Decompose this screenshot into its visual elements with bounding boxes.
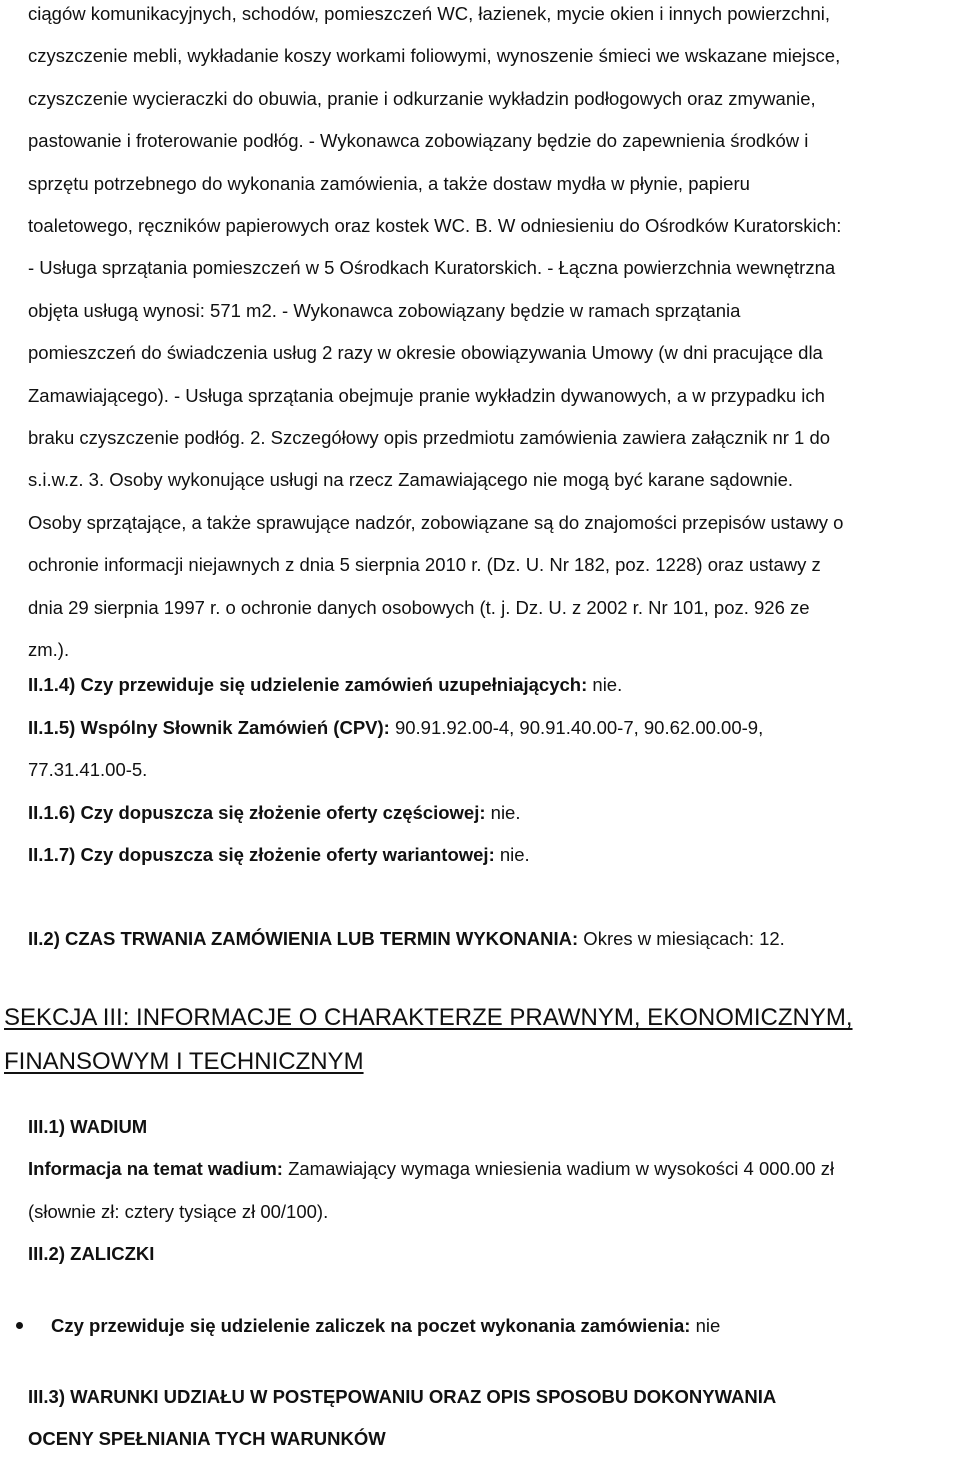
text-line: toaletowego, ręczników papierowych oraz kostek WC. B. W odniesieniu do Ośrodków Kuratorskich:	[28, 215, 842, 237]
text-line: - Usługa sprzątania pomieszczeń w 5 Ośrodkach Kuratorskich. - Łączna powierzchnia wewnętrzna	[28, 257, 836, 279]
text-line: braku czyszczenie podłóg. 2. Szczegółowy opis przedmiotu zamówienia zawiera załącznik nr 1 do	[28, 427, 831, 449]
heading-text: III.1) WADIUM	[28, 1116, 148, 1137]
wadium-info	[28, 1148, 948, 1190]
zaliczki-value: nie	[690, 1315, 721, 1336]
item-label: II.2) CZAS TRWANIA ZAMÓWIENIA LUB TERMIN WYKONANIA:	[28, 928, 579, 949]
text-line: objęta usługą wynosi: 571 m2. - Wykonawca zobowiązany będzie w ramach sprzątania	[28, 299, 741, 321]
item-value: 90.91.92.00-4, 90.91.40.00-7, 90.62.00.00-9,	[389, 717, 764, 738]
paragraph-description	[28, 0, 960, 672]
text-line: ciągów komunikacyjnych, schodów, pomieszczeń WC, łazienek, mycie okien i innych powierzchni,	[28, 3, 831, 24]
heading-iii-3-continued	[28, 1418, 948, 1460]
item-ii-1-7	[28, 834, 948, 876]
item-label: II.1.7) Czy dopuszcza się złożenie oferty wariantowej:	[28, 844, 495, 865]
item-ii-1-6	[28, 792, 948, 834]
heading-iii-1	[28, 1106, 948, 1148]
text-line: s.i.w.z. 3. Osoby wykonujące usługi na rzecz Zamawiającego nie mogą być karane sądownie.	[28, 469, 794, 491]
text-line: Zamawiającego). - Usługa sprzątania obejmuje pranie wykładzin dywanowych, a w przypadku ich	[28, 384, 825, 406]
heading-text: III.2) ZALICZKI	[28, 1243, 155, 1264]
item-value: 77.31.41.00-5.	[28, 759, 148, 780]
heading-iii-2	[28, 1233, 948, 1275]
heading-text: OCENY SPEŁNIANIA TYCH WARUNKÓW	[28, 1428, 386, 1449]
text-line: czyszczenie wycieraczki do obuwia, pranie i odkurzanie wykładzin podłogowych oraz zmywanie,	[28, 87, 816, 109]
item-value: nie.	[587, 674, 623, 695]
heading-text: III.3) WARUNKI UDZIAŁU W POSTĘPOWANIU ORAZ OPIS SPOSOBU DOKONYWANIA	[28, 1386, 777, 1407]
text-line: czyszczenie mebli, wykładanie koszy workami foliowymi, wynoszenie śmieci we wskazane miejsce,	[28, 45, 841, 67]
item-ii-2	[28, 918, 948, 960]
bullet-zaliczki	[10, 1311, 950, 1341]
item-value: Okres w miesiącach: 12.	[578, 928, 785, 949]
wadium-info-continued	[28, 1191, 948, 1233]
text-line: pomieszczeń do świadczenia usług 2 razy w okresie obowiązywania Umowy (w dni pracujące dla	[28, 342, 823, 364]
item-value: nie.	[485, 802, 521, 823]
text-line: dnia 29 sierpnia 1997 r. o ochronie danych osobowych (t. j. Dz. U. z 2002 r. Nr 101, poz. 926 ze	[28, 596, 810, 618]
zaliczki-label: Czy przewiduje się udzielenie zaliczek na poczet wykonania zamówienia:	[51, 1315, 691, 1336]
text-line: pastowanie i froterowanie podłóg. - Wykonawca zobowiązany będzie do zapewnienia środków i	[28, 130, 809, 152]
section-title	[4, 996, 954, 1084]
item-ii-1-4	[28, 664, 948, 706]
wadium-label: Informacja na temat wadium:	[28, 1158, 283, 1179]
wadium-value: (słownie zł: cztery tysiące zł 00/100).	[28, 1201, 329, 1222]
wadium-value: Zamawiający wymaga wniesienia wadium w wysokości 4 000.00 zł	[282, 1158, 835, 1179]
item-ii-1-5	[28, 707, 948, 749]
item-value: nie.	[494, 844, 530, 865]
text-line: sprzętu potrzebnego do wykonania zamówienia, a także dostaw mydła w płynie, papieru	[28, 172, 750, 194]
item-label: II.1.5) Wspólny Słownik Zamówień (CPV):	[28, 717, 390, 738]
item-label: II.1.6) Czy dopuszcza się złożenie oferty częściowej:	[28, 802, 486, 823]
item-label: II.1.4) Czy przewiduje się udzielenie zamówień uzupełniających:	[28, 674, 588, 695]
bullet-icon	[16, 1322, 23, 1329]
section-title-line: SEKCJA III: INFORMACJE O CHARAKTERZE PRAWNYM, EKONOMICZNYM,	[4, 1004, 853, 1031]
item-ii-1-5-continued	[28, 749, 948, 791]
text-line: zm.).	[28, 639, 70, 661]
section-title-line: FINANSOWYM I TECHNICZNYM	[4, 1048, 364, 1075]
text-line: Osoby sprzątające, a także sprawujące nadzór, zobowiązane są do znajomości przepisów ustawy o	[28, 511, 844, 533]
text-line: ochronie informacji niejawnych z dnia 5 sierpnia 2010 r. (Dz. U. Nr 182, poz. 1228) oraz ustawy z	[28, 554, 821, 576]
heading-iii-3	[28, 1376, 948, 1418]
